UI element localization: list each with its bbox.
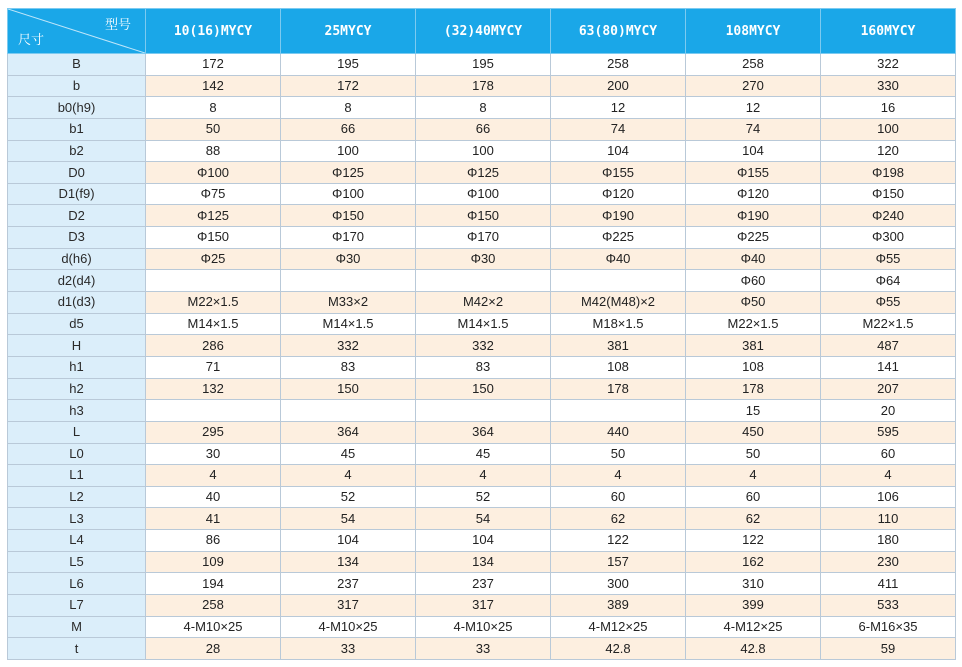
value-cell: 40 (146, 486, 281, 508)
value-cell: Φ120 (686, 183, 821, 205)
table-row (8, 227, 956, 249)
value-cell: Φ75 (146, 183, 281, 205)
value-cell: 195 (281, 54, 416, 76)
value-cell: Φ170 (281, 227, 416, 249)
value-cell: 41 (146, 508, 281, 530)
value-cell: 4 (686, 465, 821, 487)
value-cell: 4-M10×25 (146, 616, 281, 638)
value-cell: 270 (686, 75, 821, 97)
value-cell: 15 (686, 400, 821, 422)
table-row (8, 183, 956, 205)
value-cell: 54 (416, 508, 551, 530)
table-row (8, 205, 956, 227)
value-cell: Φ225 (551, 227, 686, 249)
value-cell: 157 (551, 551, 686, 573)
value-cell: 12 (686, 97, 821, 119)
value-cell: 74 (686, 118, 821, 140)
value-cell: 141 (821, 356, 956, 378)
model-header: 108MYCY (686, 9, 821, 54)
dimension-label: d(h6) (8, 248, 146, 270)
value-cell: 20 (821, 400, 956, 422)
value-cell: 33 (416, 638, 551, 660)
dimension-label: L2 (8, 486, 146, 508)
value-cell: 4 (821, 465, 956, 487)
dimension-table-container (7, 8, 955, 660)
value-cell: 45 (281, 443, 416, 465)
value-cell: M33×2 (281, 292, 416, 314)
value-cell: 62 (686, 508, 821, 530)
value-cell (281, 400, 416, 422)
table-row (8, 616, 956, 638)
value-cell: 180 (821, 530, 956, 552)
value-cell: Φ155 (686, 162, 821, 184)
value-cell: 100 (281, 140, 416, 162)
value-cell: 108 (551, 356, 686, 378)
value-cell: 106 (821, 486, 956, 508)
table-row (8, 508, 956, 530)
value-cell: 381 (551, 335, 686, 357)
value-cell: Φ100 (416, 183, 551, 205)
value-cell: 150 (281, 378, 416, 400)
value-cell: 364 (281, 421, 416, 443)
dimension-label: h3 (8, 400, 146, 422)
value-cell: 8 (146, 97, 281, 119)
dimension-table (7, 8, 956, 660)
value-cell: 100 (821, 118, 956, 140)
value-cell: 258 (551, 54, 686, 76)
table-row (8, 97, 956, 119)
table-row (8, 313, 956, 335)
value-cell: 104 (416, 530, 551, 552)
value-cell: 122 (686, 530, 821, 552)
value-cell: 4-M12×25 (686, 616, 821, 638)
model-header: 63(80)MYCY (551, 9, 686, 54)
dimension-label: B (8, 54, 146, 76)
dimension-label: M (8, 616, 146, 638)
value-cell: 54 (281, 508, 416, 530)
model-header: 10(16)MYCY (146, 9, 281, 54)
table-row (8, 270, 956, 292)
value-cell: Φ50 (686, 292, 821, 314)
table-row (8, 292, 956, 314)
value-cell: 83 (281, 356, 416, 378)
value-cell: 45 (416, 443, 551, 465)
value-cell: 52 (416, 486, 551, 508)
model-header: (32)40MYCY (416, 9, 551, 54)
header-row (8, 9, 956, 54)
table-row (8, 486, 956, 508)
table-row (8, 400, 956, 422)
value-cell: 4 (146, 465, 281, 487)
value-cell: 533 (821, 595, 956, 617)
table-row (8, 162, 956, 184)
value-cell: 4 (281, 465, 416, 487)
value-cell: Φ55 (821, 292, 956, 314)
value-cell: 4-M10×25 (416, 616, 551, 638)
value-cell: Φ150 (821, 183, 956, 205)
value-cell (416, 270, 551, 292)
dimension-label: t (8, 638, 146, 660)
dimension-label: D3 (8, 227, 146, 249)
value-cell (146, 270, 281, 292)
value-cell: Φ40 (686, 248, 821, 270)
value-cell: 62 (551, 508, 686, 530)
value-cell: 66 (281, 118, 416, 140)
value-cell: M22×1.5 (146, 292, 281, 314)
header-corner-cell (8, 9, 146, 54)
value-cell: 6-M16×35 (821, 616, 956, 638)
value-cell: 50 (146, 118, 281, 140)
value-cell: 237 (281, 573, 416, 595)
dimension-label: D1(f9) (8, 183, 146, 205)
value-cell: 399 (686, 595, 821, 617)
value-cell: 411 (821, 573, 956, 595)
value-cell: 28 (146, 638, 281, 660)
value-cell: 8 (281, 97, 416, 119)
table-row (8, 118, 956, 140)
value-cell: M42×2 (416, 292, 551, 314)
model-corner-label: 型号 (104, 18, 131, 33)
value-cell: 317 (416, 595, 551, 617)
value-cell: Φ190 (686, 205, 821, 227)
value-cell: M18×1.5 (551, 313, 686, 335)
value-cell: 83 (416, 356, 551, 378)
value-cell: 134 (416, 551, 551, 573)
value-cell: 450 (686, 421, 821, 443)
value-cell: 237 (416, 573, 551, 595)
value-cell: 42.8 (686, 638, 821, 660)
table-row (8, 248, 956, 270)
value-cell: 317 (281, 595, 416, 617)
table-row (8, 573, 956, 595)
value-cell: 310 (686, 573, 821, 595)
dimension-label: b1 (8, 118, 146, 140)
dimension-label: L3 (8, 508, 146, 530)
value-cell: 108 (686, 356, 821, 378)
value-cell: 74 (551, 118, 686, 140)
value-cell: 100 (416, 140, 551, 162)
value-cell: 104 (281, 530, 416, 552)
dimension-label: L6 (8, 573, 146, 595)
dimension-corner-label: 尺寸 (18, 33, 45, 48)
dimension-label: b2 (8, 140, 146, 162)
table-row (8, 140, 956, 162)
value-cell: 178 (686, 378, 821, 400)
value-cell: 104 (686, 140, 821, 162)
dimension-label: b (8, 75, 146, 97)
value-cell: 60 (821, 443, 956, 465)
dimension-label: D2 (8, 205, 146, 227)
value-cell: 381 (686, 335, 821, 357)
value-cell: 30 (146, 443, 281, 465)
value-cell: Φ60 (686, 270, 821, 292)
value-cell: 88 (146, 140, 281, 162)
value-cell (146, 400, 281, 422)
table-row (8, 465, 956, 487)
value-cell: Φ55 (821, 248, 956, 270)
dimension-label: D0 (8, 162, 146, 184)
value-cell: Φ170 (416, 227, 551, 249)
value-cell: Φ25 (146, 248, 281, 270)
value-cell: 12 (551, 97, 686, 119)
value-cell: 4-M10×25 (281, 616, 416, 638)
value-cell: 122 (551, 530, 686, 552)
dimension-label: h1 (8, 356, 146, 378)
value-cell (416, 400, 551, 422)
value-cell (551, 400, 686, 422)
value-cell: Φ120 (551, 183, 686, 205)
value-cell: 132 (146, 378, 281, 400)
table-row (8, 595, 956, 617)
value-cell: 300 (551, 573, 686, 595)
value-cell: Φ190 (551, 205, 686, 227)
value-cell: M14×1.5 (416, 313, 551, 335)
table-body (8, 54, 956, 660)
table-row (8, 421, 956, 443)
value-cell: 172 (146, 54, 281, 76)
value-cell: 60 (686, 486, 821, 508)
value-cell: 440 (551, 421, 686, 443)
dimension-label: L1 (8, 465, 146, 487)
value-cell: M14×1.5 (281, 313, 416, 335)
value-cell: 487 (821, 335, 956, 357)
value-cell: 8 (416, 97, 551, 119)
table-row (8, 530, 956, 552)
value-cell: 230 (821, 551, 956, 573)
value-cell: 195 (416, 54, 551, 76)
value-cell: Φ30 (281, 248, 416, 270)
value-cell: 66 (416, 118, 551, 140)
value-cell: 194 (146, 573, 281, 595)
table-row (8, 54, 956, 76)
dimension-label: d2(d4) (8, 270, 146, 292)
value-cell: 332 (416, 335, 551, 357)
value-cell: Φ125 (146, 205, 281, 227)
value-cell: 258 (146, 595, 281, 617)
value-cell: 50 (551, 443, 686, 465)
value-cell: 104 (551, 140, 686, 162)
value-cell: Φ300 (821, 227, 956, 249)
value-cell: 134 (281, 551, 416, 573)
value-cell: 207 (821, 378, 956, 400)
value-cell: M42(M48)×2 (551, 292, 686, 314)
dimension-label: H (8, 335, 146, 357)
dimension-label: L5 (8, 551, 146, 573)
value-cell: 322 (821, 54, 956, 76)
dimension-label: L4 (8, 530, 146, 552)
value-cell: Φ198 (821, 162, 956, 184)
value-cell: 286 (146, 335, 281, 357)
value-cell: 162 (686, 551, 821, 573)
dimension-label: L (8, 421, 146, 443)
value-cell: 4 (416, 465, 551, 487)
value-cell: 142 (146, 75, 281, 97)
value-cell: 42.8 (551, 638, 686, 660)
table-row (8, 356, 956, 378)
table-row (8, 75, 956, 97)
value-cell: Φ64 (821, 270, 956, 292)
value-cell: M22×1.5 (686, 313, 821, 335)
value-cell: 595 (821, 421, 956, 443)
value-cell: Φ150 (416, 205, 551, 227)
value-cell: 332 (281, 335, 416, 357)
value-cell: Φ225 (686, 227, 821, 249)
value-cell: 200 (551, 75, 686, 97)
model-header: 160MYCY (821, 9, 956, 54)
value-cell: Φ150 (281, 205, 416, 227)
table-row (8, 443, 956, 465)
table-row (8, 378, 956, 400)
value-cell: 178 (416, 75, 551, 97)
value-cell: M22×1.5 (821, 313, 956, 335)
value-cell: Φ125 (416, 162, 551, 184)
dimension-label: d1(d3) (8, 292, 146, 314)
value-cell: 4 (551, 465, 686, 487)
model-header: 25MYCY (281, 9, 416, 54)
value-cell: 50 (686, 443, 821, 465)
dimension-label: d5 (8, 313, 146, 335)
value-cell: 295 (146, 421, 281, 443)
table-row (8, 638, 956, 660)
value-cell: 33 (281, 638, 416, 660)
value-cell: 16 (821, 97, 956, 119)
table-header (8, 9, 956, 54)
value-cell: 150 (416, 378, 551, 400)
value-cell: Φ40 (551, 248, 686, 270)
value-cell: Φ155 (551, 162, 686, 184)
table-row (8, 551, 956, 573)
value-cell: 109 (146, 551, 281, 573)
value-cell: 52 (281, 486, 416, 508)
dimension-label: h2 (8, 378, 146, 400)
value-cell: 71 (146, 356, 281, 378)
dimension-label: L0 (8, 443, 146, 465)
value-cell: 178 (551, 378, 686, 400)
dimension-label: b0(h9) (8, 97, 146, 119)
value-cell: 258 (686, 54, 821, 76)
value-cell: Φ240 (821, 205, 956, 227)
value-cell: Φ30 (416, 248, 551, 270)
value-cell: 4-M12×25 (551, 616, 686, 638)
value-cell: 330 (821, 75, 956, 97)
value-cell (281, 270, 416, 292)
value-cell: 364 (416, 421, 551, 443)
value-cell: 389 (551, 595, 686, 617)
value-cell: 86 (146, 530, 281, 552)
value-cell: Φ100 (281, 183, 416, 205)
value-cell: 60 (551, 486, 686, 508)
value-cell: Φ125 (281, 162, 416, 184)
value-cell: 59 (821, 638, 956, 660)
table-row (8, 335, 956, 357)
value-cell: 172 (281, 75, 416, 97)
dimension-label: L7 (8, 595, 146, 617)
value-cell: Φ150 (146, 227, 281, 249)
value-cell: M14×1.5 (146, 313, 281, 335)
value-cell: Φ100 (146, 162, 281, 184)
value-cell (551, 270, 686, 292)
value-cell: 110 (821, 508, 956, 530)
value-cell: 120 (821, 140, 956, 162)
